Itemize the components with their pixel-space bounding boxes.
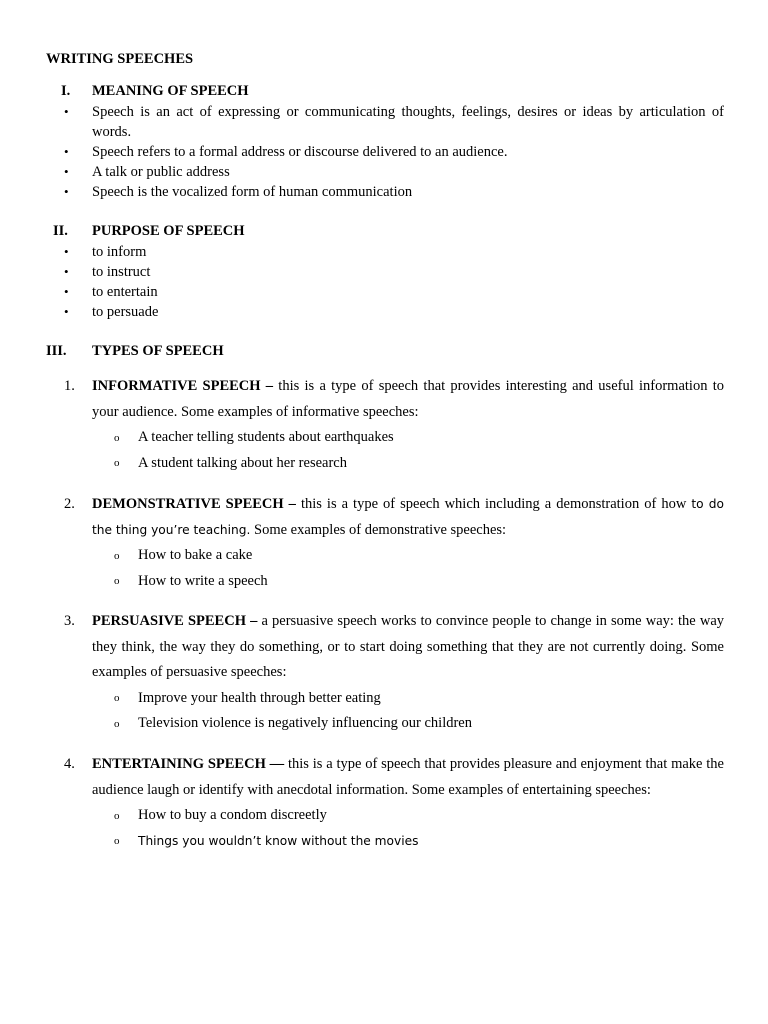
list-item (114, 686, 724, 712)
list-item (114, 425, 724, 451)
type-description (92, 752, 724, 803)
example-text: How to write a speech (138, 572, 268, 589)
type-description (92, 492, 724, 543)
bullet-icon: • (64, 144, 69, 159)
type-text: this is a type of speech that provides interesting and useful information to your audience. Some examples of informative speeches: (92, 378, 724, 420)
example-text: A teacher telling students about earthquakes (138, 429, 394, 446)
circle-bullet-icon: o (114, 575, 120, 588)
example-list (114, 803, 724, 854)
speech-type-demonstrative (64, 492, 724, 594)
type-number: 1. (64, 378, 75, 394)
circle-bullet-icon: o (114, 692, 120, 705)
type-text: a persuasive speech works to convince people to change in some way: the way they think, the way they do something, or to start doing something that they are not currently doing. Some examples of persuasive speeches: (92, 613, 725, 680)
example-list (114, 686, 724, 737)
type-number: 2. (64, 496, 75, 512)
type-text-after: Some examples of demonstrative speeches: (250, 521, 507, 538)
section-1-title: MEANING OF SPEECH (92, 83, 249, 99)
list-item-text: to entertain (92, 284, 158, 300)
document-title: WRITING SPEECHES (46, 51, 194, 67)
list-item (114, 711, 724, 737)
list-item-text: Speech is the vocalized form of human communication (92, 184, 413, 200)
list-item (114, 569, 724, 595)
type-heading: ENTERTAINING SPEECH — (92, 756, 285, 772)
circle-bullet-icon: o (114, 431, 120, 444)
bullet-icon: • (64, 264, 69, 279)
section-3-title: TYPES OF SPEECH (92, 343, 224, 359)
speech-type-persuasive (64, 609, 724, 737)
section-3-numeral: III. (46, 343, 67, 359)
section-2-title: PURPOSE OF SPEECH (92, 223, 245, 239)
list-item-text: to persuade (92, 304, 159, 320)
speech-type-entertaining (64, 752, 724, 854)
list-item (64, 102, 724, 142)
type-number: 4. (64, 756, 75, 772)
bullet-icon: • (64, 244, 69, 259)
circle-bullet-icon: o (114, 549, 120, 562)
list-item-text: to instruct (92, 264, 151, 280)
example-list (114, 425, 724, 476)
section-2-numeral: II. (53, 223, 68, 239)
list-item (64, 182, 724, 202)
type-text: this is a type of speech which including a demonstration of how (295, 496, 692, 512)
type-text: this is a type of speech that provides pleasure and enjoyment that make the audience laugh or identify with anecdotal information. Some examples of entertaining speeches: (92, 756, 724, 798)
type-description (92, 609, 724, 686)
bullet-icon: • (64, 104, 69, 119)
example-text: How to bake a cake (138, 547, 253, 564)
list-item (114, 451, 724, 477)
list-item-text: Speech refers to a formal address or discourse delivered to an audience. (92, 144, 508, 160)
type-number: 3. (64, 613, 75, 629)
example-text: How to buy a condom discreetly (138, 807, 327, 824)
list-item (64, 242, 724, 262)
circle-bullet-icon: o (114, 835, 120, 848)
bullet-icon: • (64, 164, 69, 179)
list-item-text: to inform (92, 244, 147, 260)
list-item-text: Speech is an act of expressing or communicating thoughts, feelings, desires or ideas by articulation of words. (92, 104, 724, 140)
list-item (64, 282, 724, 302)
list-item (114, 803, 724, 829)
section-2-bullets (64, 242, 724, 322)
list-item (114, 829, 724, 855)
example-text: Improve your health through better eating (138, 689, 381, 706)
type-description (92, 374, 724, 425)
circle-bullet-icon: o (114, 717, 120, 730)
section-1-bullets (64, 102, 724, 202)
example-text: Television violence is negatively influencing our children (138, 715, 472, 732)
list-item (64, 262, 724, 282)
example-text: Things you wouldn’t know without the movies (138, 834, 419, 849)
list-item (64, 142, 724, 162)
list-item (64, 162, 724, 182)
speech-type-informative (64, 374, 724, 476)
type-heading: INFORMATIVE SPEECH – (92, 378, 274, 394)
bullet-icon: • (64, 284, 69, 299)
list-item-text: A talk or public address (92, 164, 230, 180)
list-item (64, 302, 724, 322)
circle-bullet-icon: o (114, 457, 120, 470)
section-1-numeral: I. (61, 83, 71, 99)
type-heading: DEMONSTRATIVE SPEECH – (92, 496, 296, 512)
type-text-sans: to do the thing you’re teaching. (92, 497, 725, 537)
example-text: A student talking about her research (138, 454, 347, 471)
type-heading: PERSUASIVE SPEECH – (92, 613, 258, 629)
example-list (114, 543, 724, 594)
bullet-icon: • (64, 184, 69, 199)
bullet-icon: • (64, 304, 69, 319)
list-item (114, 543, 724, 569)
circle-bullet-icon: o (114, 809, 120, 822)
